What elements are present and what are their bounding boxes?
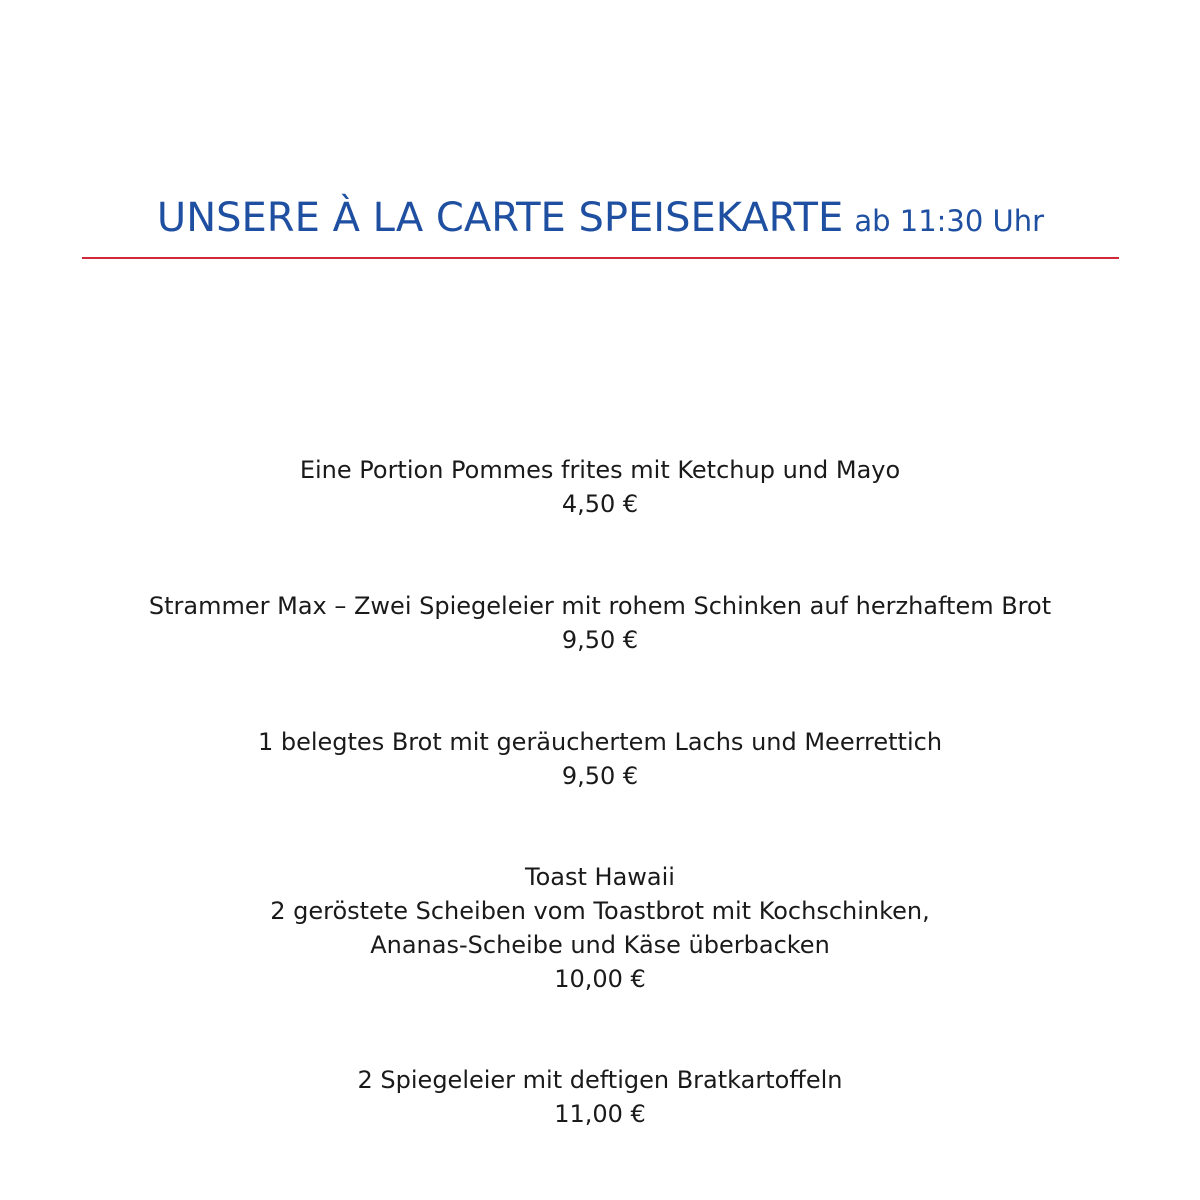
page-title: UNSERE À LA CARTE SPEISEKARTE (156, 195, 844, 241)
item-price: 9,50 € (561, 762, 639, 790)
header-divider (82, 257, 1119, 259)
menu-item-lachs-brot (0, 725, 1200, 793)
opening-time: ab 11:30 Uhr (854, 204, 1045, 238)
item-price: 10,00 € (554, 965, 646, 993)
page-header (82, 195, 1119, 241)
menu-item-pommes (0, 453, 1200, 521)
menu-item-spiegeleier (0, 1063, 1200, 1131)
item-price: 4,50 € (561, 490, 639, 518)
item-description: Eine Portion Pommes frites mit Ketchup und Mayo (299, 456, 901, 484)
menu-item-toast-hawaii (0, 860, 1200, 996)
item-name: Toast Hawaii (525, 863, 675, 891)
item-description: 1 belegtes Brot mit geräuchertem Lachs und Meerrettich (257, 728, 943, 756)
item-description: 2 Spiegeleier mit deftigen Bratkartoffeln (357, 1066, 843, 1094)
item-description: 2 geröstete Scheiben vom Toastbrot mit Kochschinken, (270, 897, 930, 925)
item-price: 11,00 € (554, 1100, 646, 1128)
item-description: Ananas-Scheibe und Käse überbacken (370, 931, 830, 959)
item-description: Strammer Max – Zwei Spiegeleier mit rohem Schinken auf herzhaftem Brot (148, 592, 1052, 620)
menu-item-strammer-max (0, 589, 1200, 657)
item-price: 9,50 € (561, 626, 639, 654)
